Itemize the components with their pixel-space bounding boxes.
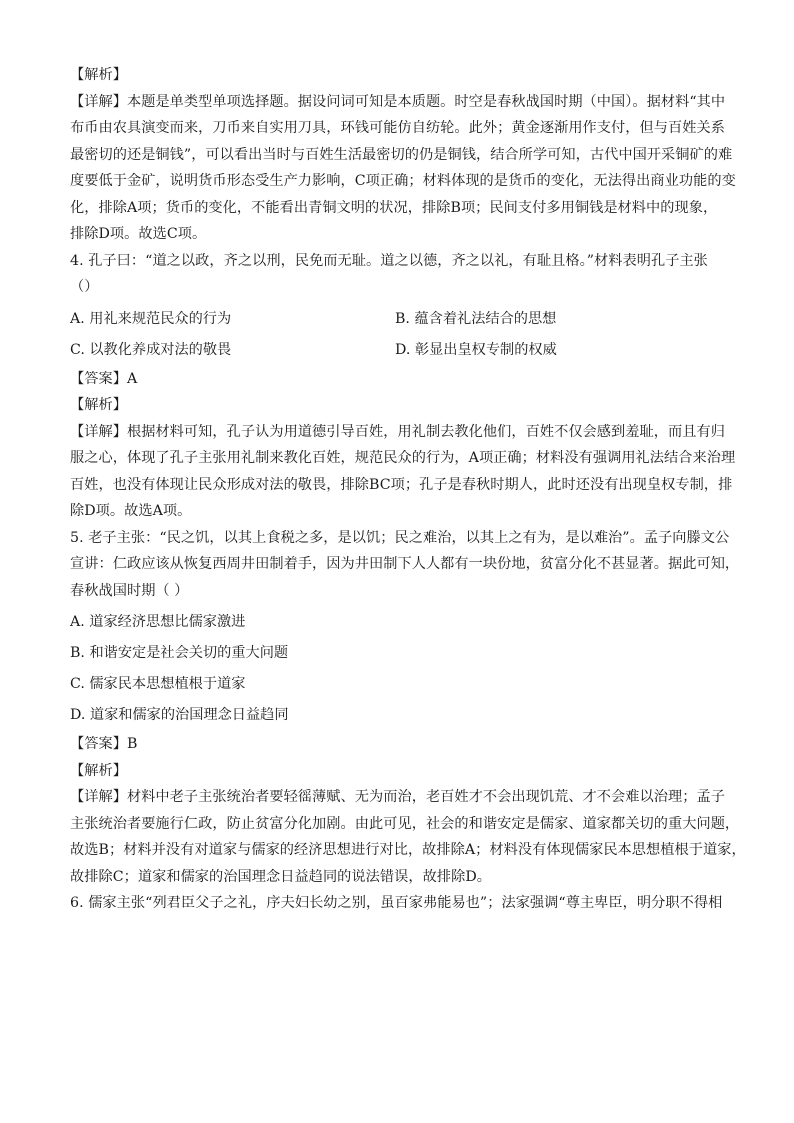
document-page: [70, 62, 746, 917]
q5-option-d: D. 道家和儒家的治国理念日益趋同: [70, 707, 289, 723]
q4-option-b: B. 蕴含着礼法结合的思想: [395, 310, 557, 327]
q5-detail-line: 故选B；材料并没有对道家与儒家的经济思想进行对比，故排除A；材料没有体现儒家民本思想植根于道家，: [70, 842, 746, 858]
q3-detail-line: 最密切的还是铜钱”，可以看出当时与百姓生活最密切的仍是铜钱，结合所学可知，古代中国开采铜矿的难: [70, 146, 733, 163]
q3-detail-line: 度要低于金矿，说明货币形态受生产力影响，C项正确；材料体现的是货币的变化，无法得出商业功能的变: [70, 173, 736, 189]
q5-option-b: B. 和谐安定是社会关切的重大问题: [70, 645, 289, 661]
q5-option-a: A. 道家经济思想比儒家激进: [70, 614, 246, 630]
q3-detail-line: 化，排除A项；货币的变化，不能看出青铜文明的状况，排除B项；民间支付多用铜钱是材料中的现象，: [70, 199, 718, 216]
q5-option-c: C. 儒家民本思想植根于道家: [70, 676, 246, 692]
q4-option-a: A. 用礼来规范民众的行为: [70, 310, 232, 327]
q5-stem: 5. 老子主张：“民之饥，以其上食税之多，是以饥；民之难治，以其上之有为，是以难治”。孟子向滕文公: [70, 529, 730, 546]
q3-detail-line: 排除D项。故选C项。: [70, 226, 207, 242]
q4-detail-line: 【详解】根据材料可知，孔子认为用道德引导百姓，用礼制去教化他们，百姓不仅会感到羞耻，而且有归: [70, 423, 725, 440]
q4-analysis-heading: 【解析】: [70, 397, 127, 413]
q4-stem: （）: [70, 279, 99, 295]
q4-stem: 4. 孔子曰：“道之以政，齐之以刑，民免而无耻。道之以德，齐之以礼，有耻且格。”材料表明孔子主张: [70, 252, 708, 269]
q3-detail-line: 【详解】本题是单类型单项选择题。据设问词可知是本质题。时空是春秋战国时期（中国）。据材料“其中: [70, 93, 726, 110]
q5-stem: 宣讲：仁政应该从恢复西周井田制着手，因为井田制下人人都有一块份地，贫富分化不甚显著。据此可知，: [70, 556, 740, 572]
q6-stem: 6. 儒家主张“列君臣父子之礼，序夫妇长幼之别，虽百家弗能易也”；法家强调“尊主卑臣，明分职不得相: [70, 895, 723, 911]
q5-detail-line: 【详解】材料中老子主张统治者要轻徭薄赋、无为而治，老百姓才不会出现饥荒、才不会难以治理；孟子: [70, 789, 725, 805]
q4-answer: 【答案】A: [70, 370, 138, 387]
q5-stem: 春秋战国时期（ ）: [70, 582, 189, 599]
q5-detail-line: 主张统治者要施行仁政，防止贫富分化加剧。由此可见，社会的和谐安定是儒家、道家都关切的重大问题，: [70, 815, 740, 832]
q3-analysis-heading: 【解析】: [70, 67, 127, 83]
q4-detail-line: 百姓，也没有体现让民众形成对法的敬畏，排除BC项；孔子是春秋时期人，此时还没有出现皇权专制，排: [70, 476, 733, 493]
q4-option-d: D. 彰显出皇权专制的权威: [395, 341, 557, 358]
q4-option-c: C. 以教化养成对法的敬畏: [70, 341, 232, 358]
q5-analysis-heading: 【解析】: [70, 762, 127, 779]
q5-answer: 【答案】B: [70, 736, 138, 752]
q5-detail-line: 故排除C；道家和儒家的治国理念日益趋同的说法错误，故排除D。: [70, 868, 491, 885]
q4-detail-line: 服之心，体现了孔子主张用礼制来教化百姓，规范民众的行为，A项正确；材料没有强调用礼法结合来治理: [70, 450, 736, 466]
q4-options-row: [70, 304, 730, 335]
q3-detail-line: 布币由农具演变而来，刀币来自实用刀具，环钱可能仿自纺轮。此外；黄金逐渐用作支付，但与百姓关系: [70, 120, 725, 136]
q4-options-row: [70, 335, 730, 366]
q4-detail-line: 除D项。故选A项。: [70, 503, 192, 519]
